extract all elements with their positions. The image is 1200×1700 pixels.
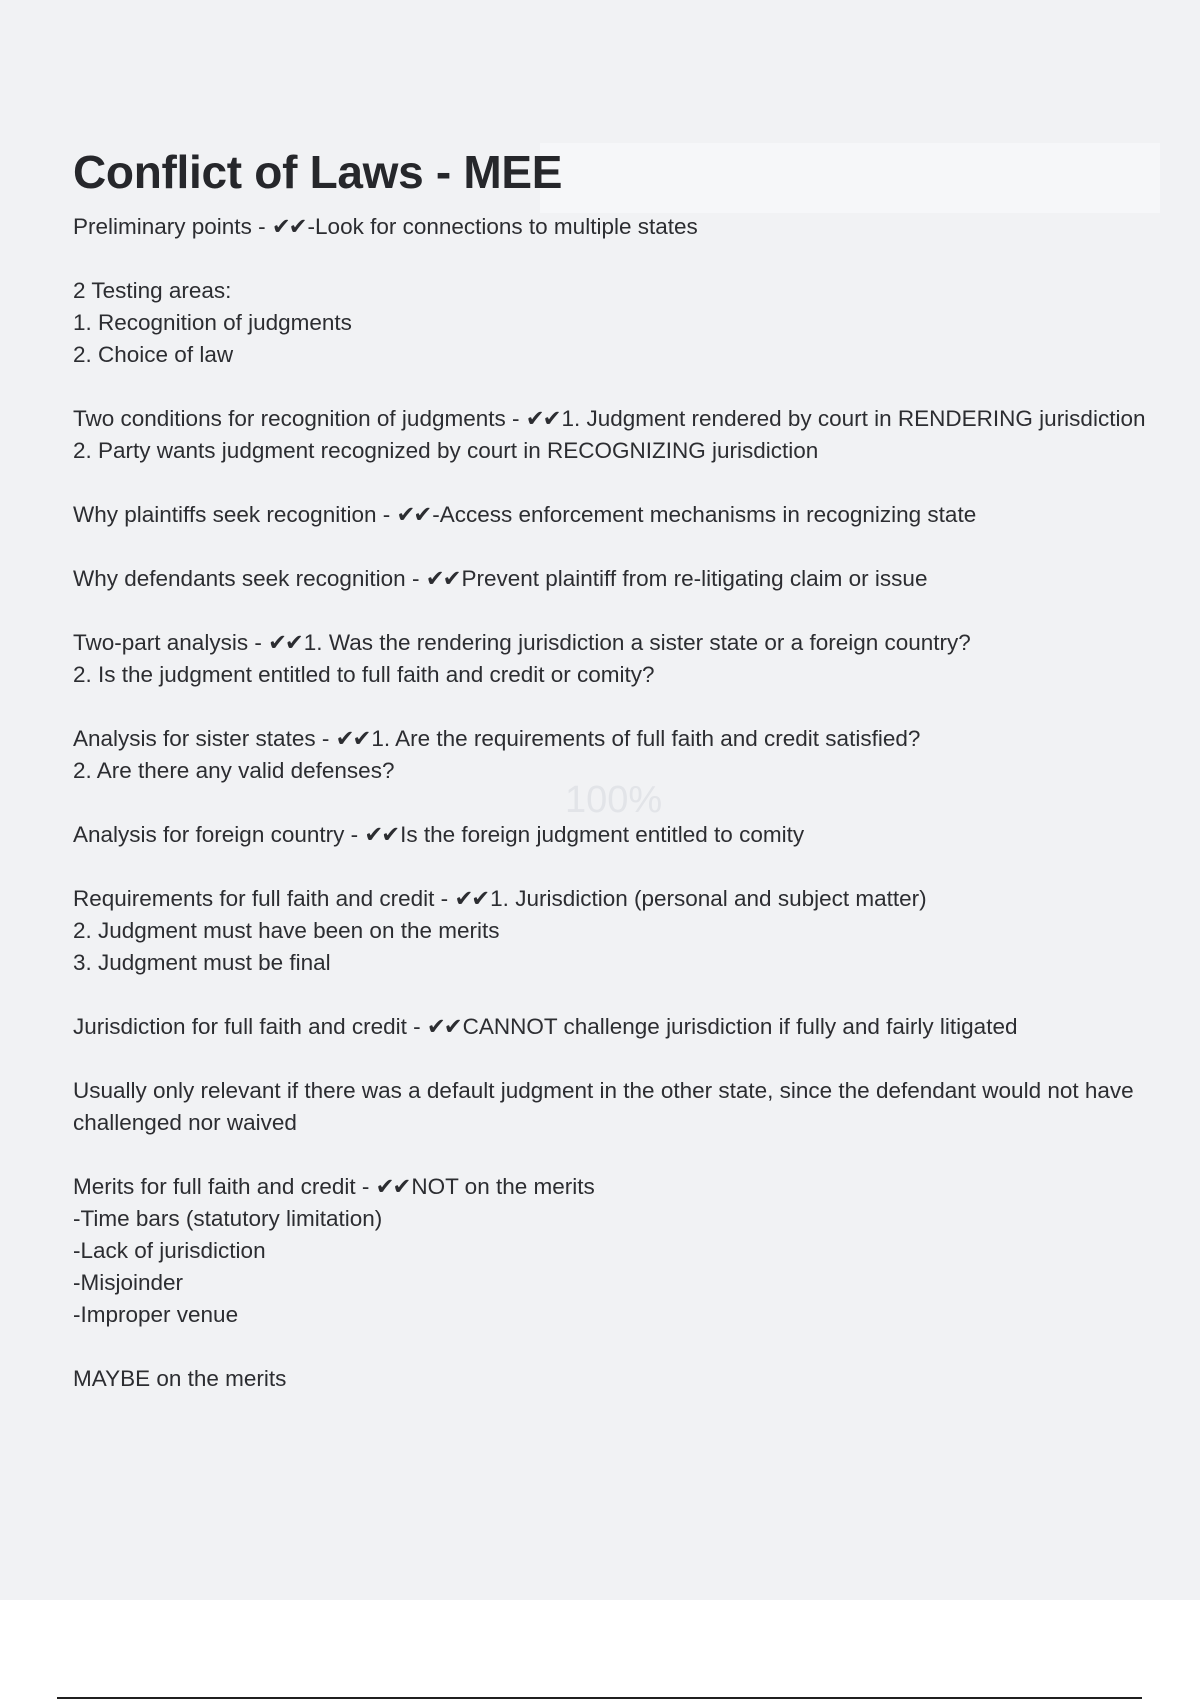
flashcard-first-line xyxy=(73,627,1163,659)
double-check-icon: ✔✔ xyxy=(271,214,306,239)
flashcard-answer-line: -Misjoinder xyxy=(73,1270,184,1295)
double-check-icon: ✔✔ xyxy=(375,1174,410,1199)
flashcard-answer-line xyxy=(73,1043,1163,1075)
flashcard-first-line xyxy=(73,499,1163,531)
flashcard xyxy=(73,723,1163,787)
flashcard-answer: 1. Judgment rendered by court in RENDERING jurisdiction xyxy=(561,406,1146,431)
flashcard-answer-line: -Time bars (statutory limitation) xyxy=(73,1206,383,1231)
flashcard-answer-line: 1. Recognition of judgments xyxy=(73,310,352,335)
watermark: 100% xyxy=(565,779,663,821)
flashcard-answer-line: -Lack of jurisdiction xyxy=(73,1238,266,1263)
flashcard xyxy=(73,1171,1163,1395)
flashcard-term: Analysis for sister states - xyxy=(73,726,330,751)
flashcard-answer: -Look for connections to multiple states xyxy=(307,214,698,239)
flashcard-term: Why defendants seek recognition - xyxy=(73,566,420,591)
double-check-icon: ✔✔ xyxy=(335,726,370,751)
flashcard-term: Merits for full faith and credit - xyxy=(73,1174,370,1199)
double-check-icon: ✔✔ xyxy=(364,822,399,847)
flashcard-term: Jurisdiction for full faith and credit - xyxy=(73,1014,421,1039)
flashcard-answer: Prevent plaintiff from re-litigating claim or issue xyxy=(461,566,928,591)
flashcard-answer-line xyxy=(73,243,1163,275)
flashcard-answer-line: -Improper venue xyxy=(73,1302,239,1327)
flashcard xyxy=(73,211,1163,371)
flashcard-answer: -Access enforcement mechanisms in recognizing state xyxy=(432,502,977,527)
flashcard xyxy=(73,499,1163,531)
flashcard xyxy=(73,819,1163,851)
flashcard-list xyxy=(73,211,1163,1427)
flashcard-term: Preliminary points - xyxy=(73,214,266,239)
flashcard-first-line xyxy=(73,819,1163,851)
flashcard-answer: CANNOT challenge jurisdiction if fully and fairly litigated xyxy=(462,1014,1018,1039)
double-check-icon: ✔✔ xyxy=(525,406,560,431)
flashcard-answer-line: MAYBE on the merits xyxy=(73,1366,287,1391)
flashcard-answer-line: 2. Party wants judgment recognized by court in RECOGNIZING jurisdiction xyxy=(73,438,819,463)
flashcard-answer: 1. Are the requirements of full faith and credit satisfied? xyxy=(371,726,921,751)
double-check-icon: ✔✔ xyxy=(454,886,489,911)
flashcard-first-line xyxy=(73,1011,1163,1043)
flashcard xyxy=(73,883,1163,979)
double-check-icon: ✔✔ xyxy=(426,1014,461,1039)
double-check-icon: ✔✔ xyxy=(425,566,460,591)
flashcard-first-line xyxy=(73,1171,1163,1203)
flashcard-answer: Is the foreign judgment entitled to comity xyxy=(400,822,805,847)
flashcard-term: Requirements for full faith and credit - xyxy=(73,886,449,911)
flashcard xyxy=(73,563,1163,595)
flashcard-term: Analysis for foreign country - xyxy=(73,822,359,847)
flashcard-answer-line: Usually only relevant if there was a default judgment in the other state, since the defendant would not have challenged nor waived xyxy=(73,1078,1134,1135)
flashcard-answer-line: 2 Testing areas: xyxy=(73,278,232,303)
flashcard-first-line xyxy=(73,563,1163,595)
flashcard-answer: 1. Jurisdiction (personal and subject matter) xyxy=(490,886,927,911)
flashcard xyxy=(73,1011,1163,1139)
flashcard-term: Why plaintiffs seek recognition - xyxy=(73,502,391,527)
flashcard xyxy=(73,627,1163,691)
flashcard-answer-line: 2. Are there any valid defenses? xyxy=(73,758,395,783)
flashcard-answer-line xyxy=(73,1331,1163,1363)
flashcard-first-line xyxy=(73,723,1163,755)
flashcard-answer-line: 2. Judgment must have been on the merits xyxy=(73,918,500,943)
double-check-icon: ✔✔ xyxy=(396,502,431,527)
flashcard-term: Two-part analysis - xyxy=(73,630,262,655)
flashcard-answer: NOT on the merits xyxy=(411,1174,595,1199)
flashcard-first-line xyxy=(73,883,1163,915)
flashcard-term: Two conditions for recognition of judgments - xyxy=(73,406,520,431)
flashcard-answer-line: 3. Judgment must be final xyxy=(73,950,331,975)
flashcard-first-line xyxy=(73,403,1163,435)
double-check-icon: ✔✔ xyxy=(268,630,302,655)
title-highlight-band xyxy=(540,143,1160,213)
footer-divider xyxy=(57,1697,1142,1699)
flashcard-answer: 1. Was the rendering jurisdiction a sister state or a foreign country? xyxy=(303,630,971,655)
flashcard xyxy=(73,403,1163,467)
flashcard-first-line xyxy=(73,211,1163,243)
flashcard-answer-line: 2. Is the judgment entitled to full faith and credit or comity? xyxy=(73,662,655,687)
flashcard-answer-line: 2. Choice of law xyxy=(73,342,234,367)
document-title: Conflict of Laws - MEE xyxy=(73,146,563,198)
